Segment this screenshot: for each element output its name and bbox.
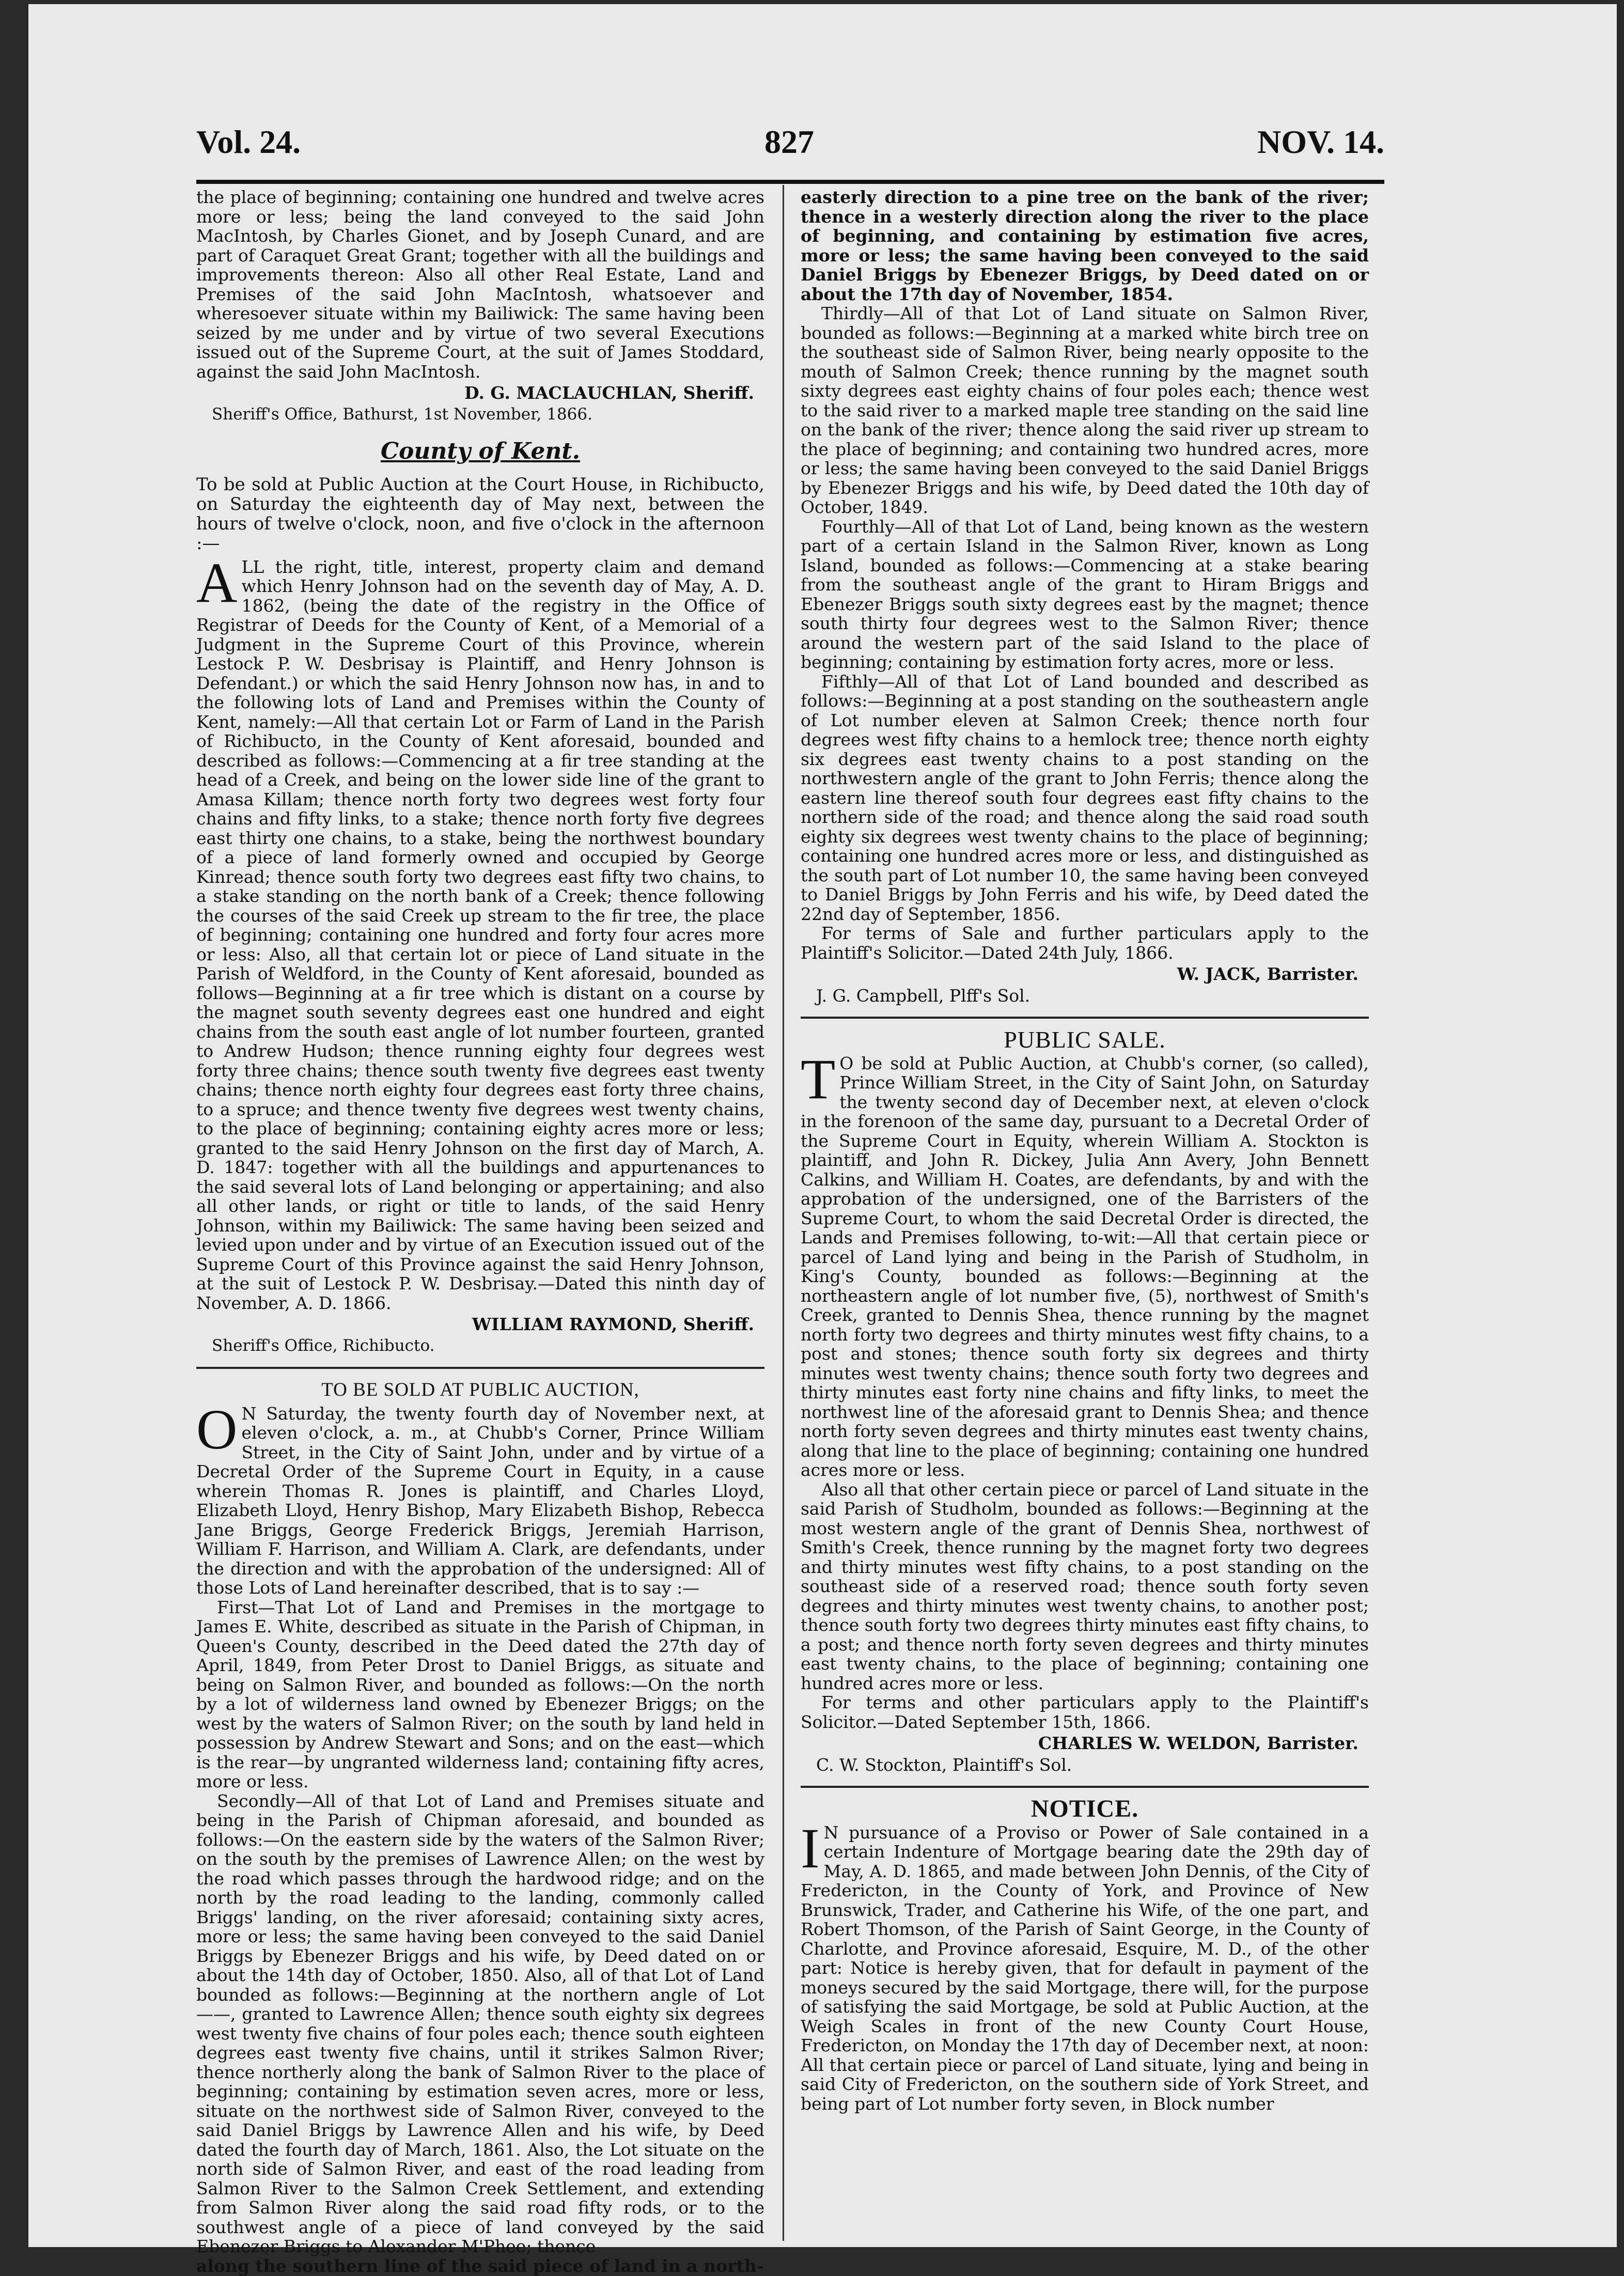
column-divider [783, 185, 784, 2241]
page-number: 827 [764, 123, 814, 160]
public-sale-signature: CHARLES W. WELDON, Barrister. [1038, 1733, 1358, 1753]
public-sale-notice [801, 1047, 1369, 1480]
newspaper-page [28, 4, 1617, 2276]
carryover-office: Sheriff's Office, Bathurst, 1st November, 1866. [212, 404, 592, 424]
auction-dropcap: O [196, 1397, 238, 1461]
issue-date: NOV. 14. [1257, 123, 1384, 160]
left-column [196, 187, 764, 2276]
public-sale-heading: PUBLIC SALE. [1004, 1026, 1166, 1053]
mortgage-notice [801, 1816, 1369, 2114]
fifthly-text: Fifthly—All of that Lot of Land bounded and described as follows:—Beginning at a post standing on the southeastern angle of Lot number eleven at Salmon Creek; thence north four degrees west fifty chains to a hemlock tree; thence north eighty six degrees east twenty chains to a post standing on the northwestern angle of the grant to John Ferris; thence along the eastern line thereof south four degrees east fifty chains to the northern side of the road; and thence along the said road south eighty six degrees west twenty chains to the place of beginning; containing one hundred acres more or less, and distinguished as the south part of Lot number 10, the same having been conveyed to Daniel Briggs by John Ferris and his wife, by Deed dated the 22nd day of September, 1856. [801, 671, 1369, 924]
kent-intro: To be sold at Public Auction at the Court House, in Richibucto, on Saturday the eighteenth day of May next, between the hours of twelve o'clock, noon, and five o'clock in the afternoon :— [196, 474, 764, 554]
auction-second-end: along the southern line of the said piece of land in a north- [196, 2255, 764, 2276]
section-rule [801, 1017, 1369, 1019]
kent-notice [196, 551, 764, 1313]
kent-signature: WILLIAM RAYMOND, Sheriff. [472, 1314, 754, 1334]
solicitor-line: J. G. Campbell, Plff's Sol. [816, 985, 1030, 1006]
public-sale-terms: For terms and other particulars apply to the Plaintiff's Solicitor.—Dated September 15th, 1866. [801, 1692, 1369, 1732]
fourthly-text: Fourthly—All of that Lot of Land, being known as the western part of a certain Island in the Salmon River, known as Long Island, bounded as follows:—Commencing at a stake bearing from the southeast angle of the grant to Hiram Briggs and Ebenezer Briggs south sixty degrees east by the magnet; thence south thirty four degrees west to the Salmon River; thence around the western part of the said Island to the place of beginning; containing by estimation forty acres, more or less. [801, 516, 1369, 672]
public-sale-dropcap: T [801, 1047, 836, 1111]
section-rule [801, 1786, 1369, 1788]
auction-notice [196, 1397, 764, 1598]
page-content [196, 4, 1384, 2276]
kent-dropcap: A [196, 551, 238, 614]
public-sale-also: Also all that other certain piece or parcel of Land situate in the said Parish of Studholm, bounded as follows:—Beginning at the most western angle of the grant of Dennis Shea, northwest of Smith's Creek, thence running by the magnet forty two degrees and thirty minutes west fifty chains, to a post standing on the southeast side of a reserved road; thence south forty seven degrees and thirty minutes west twenty chains, to another post; thence south forty two degrees thirty minutes east fifty chains, to a post; and thence north forty seven degrees and thirty minutes east twenty chains, to the place of beginning; containing one hundred acres more or less. [801, 1479, 1369, 1693]
auction-second: Secondly—All of that Lot of Land and Premises situate and being in the Parish of Chipman aforesaid, and bounded as follows:—On the eastern side by the waters of the Salmon River; on the south by the premises of Lawrence Allen; on the west by the road which passes through the hardwood ridge; and on the north by the road leading to the landing, commonly called Briggs' landing, on the river aforesaid; containing sixty acres, more or less; the same having been conveyed to the said Daniel Briggs by Ebenezer Briggs and his wife, by Deed dated on or about the 14th day of October, 1850. Also, all of that Lot of Land bounded as follows:—Beginning at the northern angle of Lot ——, granted to Lawrence Allen; thence south eighty six degrees west twenty five chains of four poles each; thence south eighteen degrees east twenty five chains, until it strikes Salmon River; thence northerly along the bank of Salmon River to the place of beginning; containing by estimation seven acres, more or less, situate on the northwest side of Salmon River, conveyed to the said Daniel Briggs by Lawrence Allen and his wife, by Deed dated the fourth day of March, 1861. Also, the Lot situate on the north side of Salmon River, and east of the road leading from Salmon River to the Salmon Creek Settlement, and extending from Salmon River along the said road fifty rods, or to the southwest angle of a piece of land conveyed by the said Ebenezer Briggs to Alexander M'Phee; thence [196, 1790, 764, 2256]
right-column [801, 188, 1369, 2238]
carryover-signature: D. G. MACLAUCHLAN, Sheriff. [464, 383, 754, 403]
carryover-text: the place of beginning; containing one hundred and twelve acres more or less; being the land conveyed to the said John MacIntosh, by Charles Gionet, and by Joseph Cunard, and are part of Caraquet Great Grant; together with all the buildings and improvements thereon: Also all other Real Estate, Land and Premises of the said John MacIntosh, whatsoever and wheresoever situate within my Bailiwick: The same having been seized by me under and by virtue of two several Executions issued out of the Supreme Court, at the suit of James Stoddard, against the said John MacIntosh. [196, 187, 764, 382]
auction-first: First—That Lot of Land and Premises in the mortgage to James E. White, described as situate in the Parish of Chipman, in Queen's County, described in the Deed dated the 27th day of April, 1849, from Peter Drost to Daniel Briggs, as situate and being on Salmon River, and bounded as follows:—On the north by a lot of wilderness land owned by Ebenezer Briggs; on the west by the waters of Salmon River; on the south by land held in possession by Andrew Stewart and Sons; and on the east—which is the rear—by ungranted wilderness land; containing fifty acres, more or less. [196, 1597, 764, 1791]
barrister-signature: W. JACK, Barrister. [1177, 964, 1358, 984]
volume-label: Vol. 24. [196, 123, 301, 160]
auction-intro: N Saturday, the twenty fourth day of November next, at eleven o'clock, a. m., at Chubb's Corner, Prince William Street, in the City of Saint John, under and by virtue of a Decretal Order of the Supreme Court in Equity, in a cause wherein Thomas R. Jones is plaintiff, and Charles Lloyd, Elizabeth Lloyd, Henry Bishop, Mary Elizabeth Bishop, Rebecca Jane Briggs, George Frederick Briggs, Jeremiah Harrison, William F. Harrison, and William A. Clark, are defendants, under the direction and with the approbation of the undersigned: All of those Lots of Land hereinafter described, that is to say :— [196, 1403, 764, 1598]
section-rule [196, 1367, 764, 1369]
thirdly-text: Thirdly—All of that Lot of Land situate on Salmon River, bounded as follows:—Beginning at a marked white birch tree on the southeast side of Salmon River, being nearly opposite to the mouth of Salmon Creek; thence running by the magnet south sixty degrees east eighty chains of four poles each; thence west to the said river to a marked maple tree standing on the said line on the bank of the river; thence along the said river up stream to the place of beginning; and containing two hundred acres, more or less; the same having been conveyed to the said Daniel Briggs by Ebenezer Briggs and his wife, by Deed dated the 10th day of October, 1849. [801, 303, 1369, 517]
kent-office: Sheriff's Office, Richibucto. [212, 1336, 435, 1355]
notice-body: N pursuance of a Proviso or Power of Sale contained in a certain Indenture of Mortgage bearing date the 29th day of May, A. D. 1865, and made between John Dennis, of the City of Fredericton, in the County of York, and Province of New Brunswick, Trader, and Catherine his Wife, of the one part, and Robert Thomson, of the Parish of Saint George, in the County of Charlotte, and Province aforesaid, Esquire, M. D., of the other part: Notice is hereby given, that for default in payment of the moneys secured by the said Mortgage, there will, for the purpose of satisfying the said Mortgage, be sold at Public Auction, at the Weigh Scales in front of the new County Court House, Fredericton, on Monday the 17th day of December next, at noon: All that certain piece or parcel of Land situate, lying and being in said City of Fredericton, on the southern side of York Street, and being part of Lot number forty seven, in Block number [801, 1822, 1369, 2114]
public-sale-solicitor: C. W. Stockton, Plaintiff's Sol. [816, 1754, 1072, 1775]
notice-heading: NOTICE. [1030, 1795, 1139, 1822]
public-sale-body: O be sold at Public Auction, at Chubb's corner, (so called), Prince William Street, in the City of Saint John, on Saturday the twenty second day of December next, at eleven o'clock in the forenoon of the same day, pursuant to a Decretal Order of the Supreme Court in Equity, wherein William A. Stockton is plaintiff, and John R. Dickey, Julia Ann Avery, John Bennett Calkins, and William H. Coates, are defendants, by and with the approbation of the undersigned, one of the Barristers of the Supreme Court, to whom the said Decretal Order is directed, the Lands and Premises following, to-wit:—All that certain piece or parcel of Land lying and being in the Parish of Studholm, in King's County, bounded as follows:—Beginning at the northeastern angle of lot number five, (5), northwest of Smith's Creek, granted to Dennis Shea, thence running by the magnet north forty two degrees and thirty minutes west fifty chains, to a post and stones; thence south forty six degrees and thirty minutes west twenty chains; thence south forty two degrees and thirty minutes east forty nine chains and fifty links, to meet the northwest line of the aforesaid grant to Dennis Shea; and thence north forty seven degrees and thirty minutes east twenty chains, along that line to the place of beginning; containing one hundred acres more or less. [801, 1053, 1369, 1480]
header-rule [196, 180, 1384, 184]
auction-heading: TO BE SOLD AT PUBLIC AUCTION, [321, 1379, 639, 1400]
notice-dropcap: I [801, 1816, 820, 1880]
county-heading: County of Kent. [380, 438, 581, 464]
kent-body: LL the right, title, interest, property claim and demand which Henry Johnson had on the seventh day of May, A. D. 1862, (being the date of the registry in the Office of Registrar of Deeds for the County of Kent, of a Memorial of a Judgment in the Supreme Court of this Province, wherein Lestock P. W. Desbrisay is Plaintiff, and Henry Johnson is Defendant.) or which the said Henry Johnson now has, in and to the following lots of Land and Premises within the County of Kent, namely:—All that certain Lot or Farm of Land in the Parish of Richibucto, in the County of Kent aforesaid, bounded and described as follows:—Commencing at a fir tree standing at the head of a Creek, and being on the lower side line of the grant to Amasa Killam; thence north forty two degrees west forty four chains and fifty links, to a stake; thence north forty five degrees east thirty one chains, to a stake, being the northwest boundary of a piece of land formerly owned and occupied by George Kinread; thence south forty two degrees east fifty two chains, to a stake standing on the north bank of a Creek; thence following the courses of the said Creek up stream to the fir tree, the place of beginning; containing one hundred and forty four acres more or less: Also, all that certain lot or piece of Land situate in the Parish of Weldford, in the County of Kent aforesaid, bounded as follows—Beginning at a fir tree which is distant on a course by the magnet south seventy degrees east one hundred and eight chains from the south east angle of lot number fourteen, granted to Andrew Hudson; thence running eighty four degrees west forty three chains; thence south twenty five degrees east twenty chains; thence north eighty four degrees east forty three chains, to a spruce; and thence twenty five degrees west twenty chains, to the place of beginning; containing eighty acres more or less; granted to the said Henry Johnson on the first day of March, A. D. 1847: together with all the buildings and appurtenances to the said several lots of Land belonging or appertaining; and also all other lands, or right or title to lands, of the said Henry Johnson, within my Bailiwick: The same having been seized and levied upon under and by virtue of an Execution issued out of the Supreme Court of this Province against the said Henry Johnson, at the suit of Lestock P. W. Desbrisay.—Dated this ninth day of November, A. D. 1866. [196, 556, 764, 1313]
continued-text: easterly direction to a pine tree on the bank of the river; thence in a westerly direction along the river to the place of beginning, and containing by estimation five acres, more or less; the same having been conveyed to the said Daniel Briggs by Ebenezer Briggs, by Deed dated on or about the 17th day of November, 1854. [801, 187, 1369, 304]
terms-text: For terms of Sale and further particulars apply to the Plaintiff's Solicitor.—Dated 24th July, 1866. [801, 923, 1369, 963]
page-header [196, 102, 1384, 164]
